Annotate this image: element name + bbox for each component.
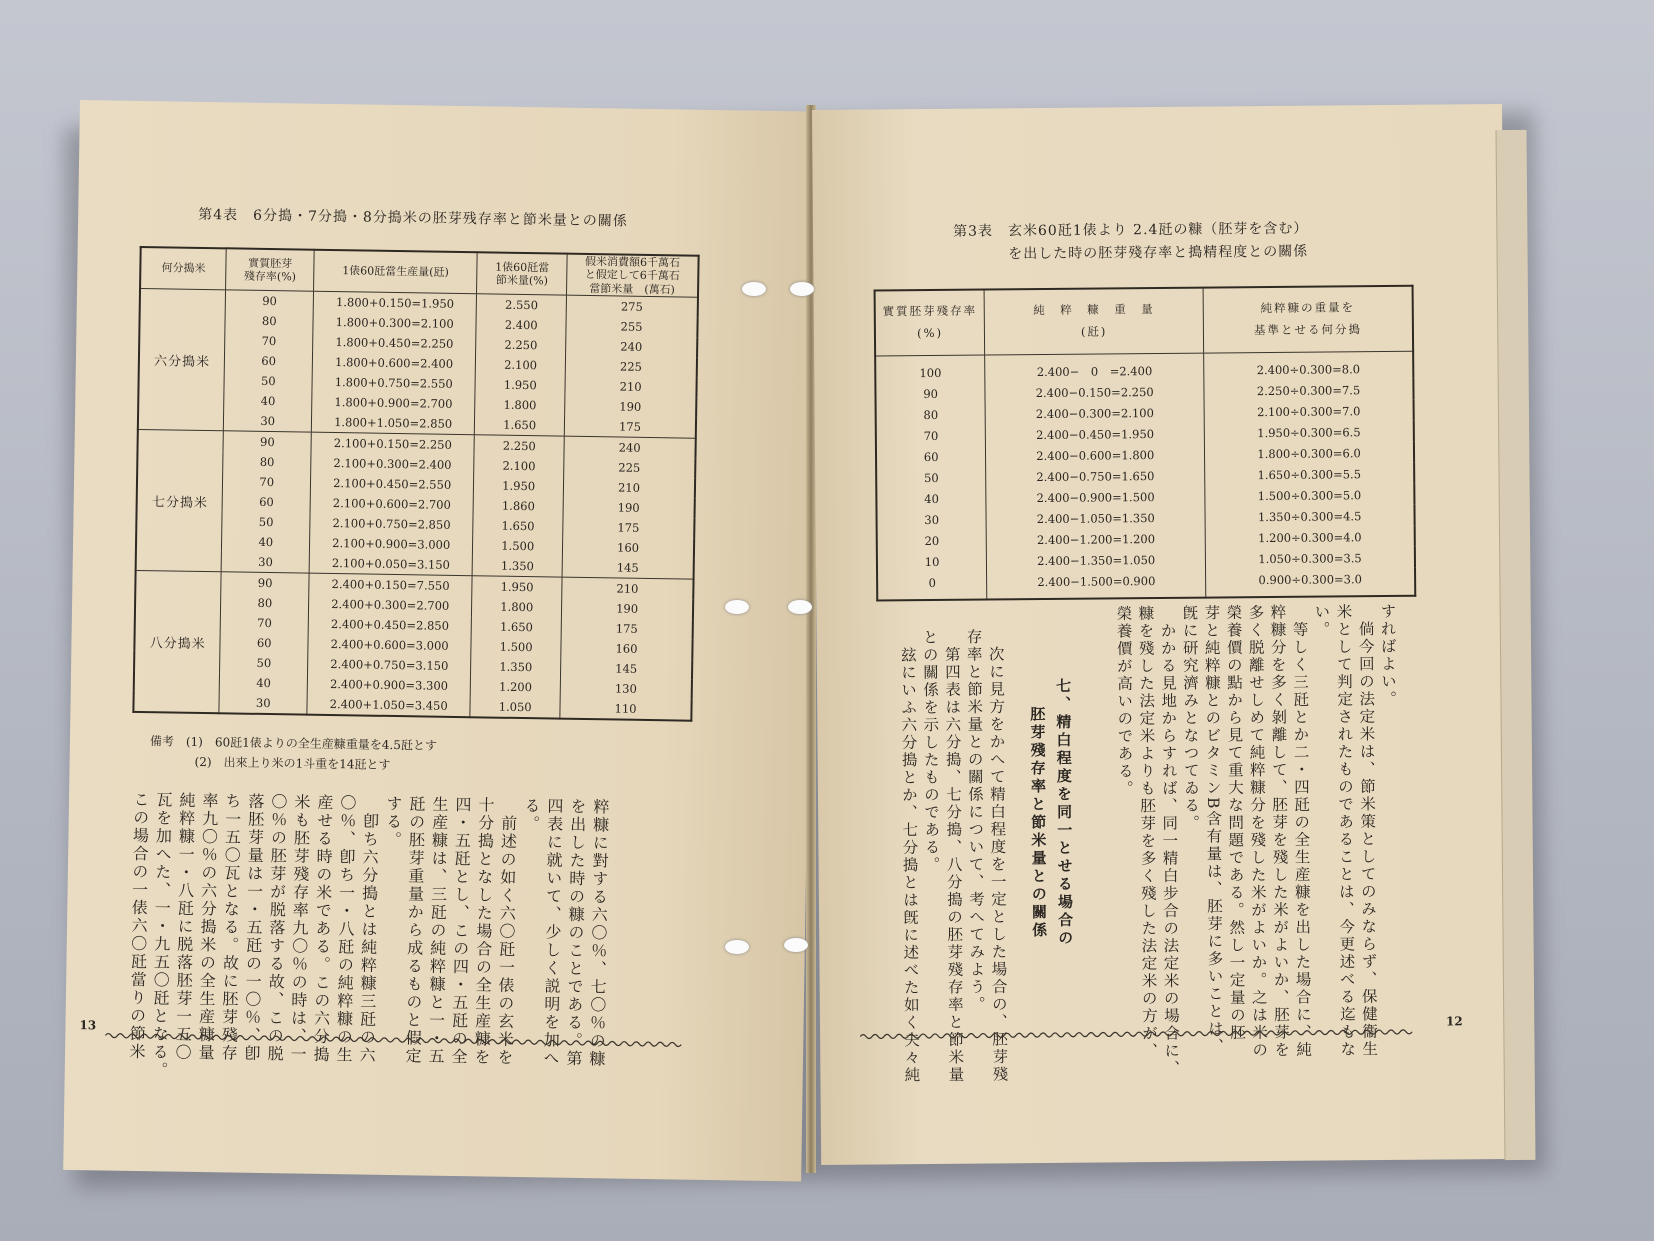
table-cell: 2.400+0.450=2.850 xyxy=(308,614,472,637)
text-column: すればよい。 xyxy=(1378,602,1398,709)
text-column: 十分搗となした場合の全生産糠を xyxy=(471,796,496,1067)
table-cell: 110 xyxy=(560,698,692,721)
table-cell: 190 xyxy=(562,598,694,620)
table-cell: 145 xyxy=(561,658,693,680)
text-column: 第四表は六分搗、七分搗、八分搗の胚芽殘存率と節米量 xyxy=(942,628,965,1084)
table-cell: 1.950 xyxy=(475,374,565,395)
table-cell: 1.500 xyxy=(473,535,563,556)
table-cell: 2.250 xyxy=(476,334,566,355)
table-cell: 2.100+0.050=3.150 xyxy=(309,553,473,576)
table-cell: 80 xyxy=(223,451,311,472)
text-column: 〇％、卽ち一・八瓩の純粹糠の生 xyxy=(333,794,358,1065)
table-cell: 2.400−1.350=1.050 xyxy=(987,549,1206,572)
table-cell: 40 xyxy=(876,487,986,509)
table-cell: 2.100+0.450=2.550 xyxy=(310,473,474,496)
table3 xyxy=(874,285,1417,602)
table3-header: 純 粹 糠 重 量 (瓩) xyxy=(984,288,1203,355)
table-cell: 1.650÷0.300=5.5 xyxy=(1205,463,1415,486)
table-cell: 1.800+0.750=2.550 xyxy=(312,372,476,395)
table-cell: 2.400+0.300=2.700 xyxy=(309,594,473,617)
table-cell: 175 xyxy=(561,618,693,640)
table-cell: 60 xyxy=(876,445,986,467)
table-cell: 1.950÷0.300=6.5 xyxy=(1204,421,1414,444)
table-cell: 2.400−0.150=2.250 xyxy=(985,381,1204,404)
staple-hole xyxy=(725,600,749,614)
text-column: 瓦を加へた、一・九五〇瓩となる。 xyxy=(149,791,174,1080)
table-cell: 1.950 xyxy=(472,576,562,598)
text-column: 落胚芽量は一・五瓩の一〇％、卽 xyxy=(241,792,266,1063)
table-cell: 240 xyxy=(566,336,698,358)
text-column: 芽と純粹糠とのビタミンB含有量は、胚芽に多いことは、 xyxy=(1202,604,1225,1056)
table4 xyxy=(132,246,699,722)
table-cell: 2.100÷0.300=7.0 xyxy=(1204,400,1414,423)
table-cell: 1.800+0.450=2.250 xyxy=(313,332,477,355)
text-column: 〇％の胚芽が脱落する故、この脱 xyxy=(264,793,289,1064)
table-cell: 1.800 xyxy=(475,394,565,415)
page-number-left: 13 xyxy=(79,1018,97,1033)
table-cell: 2.400+0.150=7.550 xyxy=(309,573,473,596)
text-column: 旣に研究濟みとなつてゐる。 xyxy=(1180,604,1201,833)
table-cell: 50 xyxy=(222,511,310,532)
table-cell: 60 xyxy=(223,491,311,512)
text-column: 榮養價が高いのである。 xyxy=(1114,605,1135,798)
group-label: 八分搗米 xyxy=(133,570,221,713)
staple-hole xyxy=(784,938,808,952)
table-cell: 80 xyxy=(221,592,309,613)
table-cell: 130 xyxy=(560,678,692,700)
table-cell: 210 xyxy=(563,477,695,499)
table-cell: 2.100 xyxy=(474,455,564,476)
table-cell: 2.400 xyxy=(476,314,566,335)
text-column: 瓩の胚芽重量から成るものと假定 xyxy=(402,795,427,1066)
table-cell: 20 xyxy=(877,529,987,551)
table-cell: 1.050 xyxy=(470,696,560,718)
text-column: 卽ち六分搗とは純粹糠三瓩の六 xyxy=(356,794,381,1065)
table-cell: 2.250÷0.300=7.5 xyxy=(1204,379,1414,402)
text-column: 榮養價の點から見て重大な問題である。然し一定量の胚 xyxy=(1224,604,1247,1042)
table-cell: 2.400−0.900=1.500 xyxy=(986,486,1205,509)
table-cell: 30 xyxy=(876,508,986,530)
table-cell: 210 xyxy=(562,577,694,600)
table-cell: 2.400−0.300=2.100 xyxy=(985,402,1204,425)
table-cell: 30 xyxy=(222,551,310,573)
text-column: する。 xyxy=(383,794,404,850)
text-column: 粹糠に對する六〇％、七〇％の糠 xyxy=(586,798,611,1069)
table-cell: 2.400− 0 =2.400 xyxy=(985,353,1204,382)
table-cell: 70 xyxy=(225,330,313,351)
table-cell: 1.350 xyxy=(471,656,561,677)
table-cell: 80 xyxy=(876,403,986,425)
table-cell: 90 xyxy=(226,290,314,312)
table-cell: 60 xyxy=(220,632,308,653)
text-column: 玆にいふ六分搗とか、七分搗とは旣に述べた如く夫々純 xyxy=(898,629,921,1085)
text-column: 生産糠は、三瓩の純粹糠と一・五 xyxy=(425,795,450,1066)
text-column: 糠を殘した法定米よりも胚芽を多く殘した法定米の方が、 xyxy=(1136,605,1159,1061)
table-cell: 2.100+0.600=2.700 xyxy=(310,493,474,516)
text-column: 産せる時の米である。この六分搗 xyxy=(310,793,335,1065)
section-heading-line: 七、精白程度を同一とせる場合の xyxy=(1053,677,1075,948)
table-cell: 145 xyxy=(562,557,694,580)
table-cell: 160 xyxy=(562,537,694,559)
table-cell: 190 xyxy=(565,396,697,418)
table-cell: 2.400−0.600=1.800 xyxy=(986,444,1205,467)
table-cell: 1.650 xyxy=(473,515,563,536)
table4-header: 1俵60瓩當 節米量(%) xyxy=(477,252,567,295)
text-column: ち一五〇瓦となる。故に胚芽殘存 xyxy=(218,792,243,1063)
staple-hole xyxy=(790,282,814,296)
table-cell: 30 xyxy=(224,410,312,432)
text-column: かかる見地からすれば、同一精白步合の法定米の場合に、 xyxy=(1158,604,1181,1078)
table-cell: 1.800+0.150=1.950 xyxy=(313,291,477,314)
table3-title-line1: 第3表 玄米60瓩1俵より 2.4瓩の糠（胚芽を含む） xyxy=(952,220,1309,240)
table-cell: 1.800 xyxy=(472,596,562,617)
staple-hole xyxy=(742,282,766,296)
table-cell: 1.200÷0.300=4.0 xyxy=(1205,526,1415,549)
table-cell: 175 xyxy=(563,517,695,539)
group-label: 七分搗米 xyxy=(136,429,224,571)
table-cell: 1.800÷0.300=6.0 xyxy=(1205,442,1415,465)
left-page xyxy=(63,100,818,1181)
table-cell: 1.800+0.600=2.400 xyxy=(312,352,476,375)
table-cell: 1.800+1.050=2.850 xyxy=(311,412,475,435)
table-cell: 1.500 xyxy=(471,636,561,657)
group-label: 六分搗米 xyxy=(138,288,226,430)
table3-title-line2: を出した時の胚芽殘存率と搗精程度との關係 xyxy=(1008,243,1309,263)
text-column: 等しく三瓩とか二・四瓩の全生産糠を出した場合に、純 xyxy=(1290,603,1313,1059)
table-cell: 90 xyxy=(223,431,311,453)
staple-hole xyxy=(725,940,749,954)
table-cell: 70 xyxy=(876,424,986,446)
table-cell: 2.100+0.900=3.000 xyxy=(309,533,473,556)
table-cell: 225 xyxy=(565,356,697,378)
table-cell: 50 xyxy=(220,652,308,673)
table4-header: 假米消費額6千萬石 と假定して6千萬石 當節米量 (萬石) xyxy=(567,254,699,298)
text-column: い。 xyxy=(1312,603,1331,639)
text-column: 前述の如く六〇瓩一俵の玄米を xyxy=(494,796,519,1067)
table-cell: 0 xyxy=(877,571,987,600)
table-cell: 2.100+0.150=2.250 xyxy=(311,432,475,455)
table-cell: 210 xyxy=(565,376,697,398)
table4-title: 第4表 6分搗・7分搗・8分搗米の胚芽残存率と節米量との關係 xyxy=(198,206,628,230)
table-cell: 70 xyxy=(223,471,311,492)
text-column: 米として判定されたものであることは、今更述べる迄もな xyxy=(1334,603,1357,1059)
table-cell: 240 xyxy=(564,436,696,459)
table-cell: 190 xyxy=(563,497,695,519)
table-cell: 100 xyxy=(875,355,985,383)
table4-header: 1俵60瓩當生産量(瓩) xyxy=(314,250,478,294)
table-cell: 2.400−1.200=1.200 xyxy=(986,528,1205,551)
table-cell: 2.100+0.300=2.400 xyxy=(311,453,475,476)
table-cell: 2.400+1.050=3.450 xyxy=(307,694,471,718)
text-column: 米も胚芽殘存率九〇％の時は、一 xyxy=(287,793,312,1064)
table-cell: 1.950 xyxy=(474,475,564,496)
table-cell: 160 xyxy=(561,638,693,660)
table-cell: 1.500÷0.300=5.0 xyxy=(1205,484,1415,507)
table-cell: 50 xyxy=(876,466,986,488)
text-column: を出した時の糠のことである。第 xyxy=(563,797,588,1069)
table-cell: 2.400−0.750=1.650 xyxy=(986,465,1205,488)
table-cell: 2.100+0.750=2.850 xyxy=(310,513,474,536)
table4-notes xyxy=(149,731,437,776)
table-cell: 255 xyxy=(566,316,698,338)
table3-header: 實質胚芽殘存率 (%) xyxy=(875,290,985,356)
table3-header: 純粹糠の重量を 基準とせる何分搗 xyxy=(1203,286,1413,353)
text-column: る。 xyxy=(521,797,542,834)
staple-hole xyxy=(788,600,812,614)
table-cell: 175 xyxy=(564,416,696,439)
page-number-right: 12 xyxy=(1445,1014,1463,1029)
table-cell: 10 xyxy=(877,550,987,572)
right-page xyxy=(812,104,1511,1165)
table-row xyxy=(877,568,1415,601)
table-cell: 275 xyxy=(566,295,698,318)
table4-header: 實質胚芽 殘存率(%) xyxy=(226,248,314,291)
section-heading-line: 胚芽殘存率と節米量との關係 xyxy=(1028,705,1049,941)
table-cell: 2.400−0.450=1.950 xyxy=(986,423,1205,446)
table-cell: 1.350 xyxy=(472,555,562,577)
text-column: 純粹糠一・八瓩に脱落胚芽一五〇 xyxy=(172,791,197,1062)
table-cell: 40 xyxy=(224,390,312,411)
text-column: 存率と節米量との關係について、考へてみよう。 xyxy=(964,628,986,1014)
table-cell: 2.400÷0.300=8.0 xyxy=(1204,351,1414,380)
text-column: この場合の一俵六〇瓩當りの節米 xyxy=(126,790,151,1062)
text-column: との關係を示したものである。 xyxy=(920,628,941,875)
table-cell: 50 xyxy=(224,370,312,391)
table-cell: 1.650 xyxy=(471,616,561,637)
table-cell: 225 xyxy=(564,457,696,479)
table4-header: 何分搗米 xyxy=(140,247,227,290)
note-2: (2) 出來上り米の1斗重を14瓩とす xyxy=(194,754,391,772)
table-cell: 40 xyxy=(220,672,308,693)
table-cell: 1.050÷0.300=3.5 xyxy=(1206,547,1416,570)
table-cell: 2.400+0.600=3.000 xyxy=(308,634,472,657)
table-cell: 80 xyxy=(225,310,313,331)
table-cell: 90 xyxy=(875,382,985,404)
table-cell: 2.250 xyxy=(474,435,564,457)
table-cell: 2.400−1.050=1.350 xyxy=(986,507,1205,530)
table-cell: 2.550 xyxy=(477,294,567,316)
text-column: 粹糠分を多く剝離して、胚芽を殘した米がよいか、胚芽を xyxy=(1268,603,1291,1060)
table-cell: 1.860 xyxy=(473,495,563,516)
text-column: 倘今回の法定米は、節米策としてのみならず、保健衞生 xyxy=(1356,603,1379,1059)
table-cell: 0.900÷0.300=3.0 xyxy=(1206,568,1416,598)
table-cell: 2.400+0.900=3.300 xyxy=(307,674,471,697)
table-cell: 2.400−1.500=0.900 xyxy=(987,570,1206,600)
table-cell: 2.100 xyxy=(476,354,566,375)
table-cell: 30 xyxy=(219,692,307,714)
table-cell: 90 xyxy=(221,572,309,594)
table-cell: 1.350÷0.300=4.5 xyxy=(1205,505,1415,528)
text-column: 多く脱離せしめて純粹糠分を殘した米がよいか。之は米の xyxy=(1246,604,1269,1060)
table-cell: 1.200 xyxy=(471,676,561,697)
note-1: 備考 (1) 60瓩1俵よりの全生産糠重量を4.5瓩とす xyxy=(149,734,438,753)
table-cell: 1.650 xyxy=(475,414,565,436)
text-column: 四表に就いて、少しく説明を加へ xyxy=(540,797,565,1068)
table-cell: 40 xyxy=(222,531,310,552)
table-cell: 2.400+0.750=3.150 xyxy=(308,654,472,677)
text-column: 四・五瓩とし、この四・五瓩の全 xyxy=(448,795,473,1067)
table-cell: 1.800+0.300=2.100 xyxy=(313,312,477,335)
table-cell: 70 xyxy=(221,612,309,633)
table-cell: 1.800+0.900=2.700 xyxy=(312,392,476,415)
text-column: 率九〇％の六分搗米の全生産糠量 xyxy=(195,791,220,1063)
table-cell: 60 xyxy=(225,350,313,371)
text-column: 次に見方をかへて精白程度を一定とした場合の、胚芽殘 xyxy=(986,628,1009,1084)
